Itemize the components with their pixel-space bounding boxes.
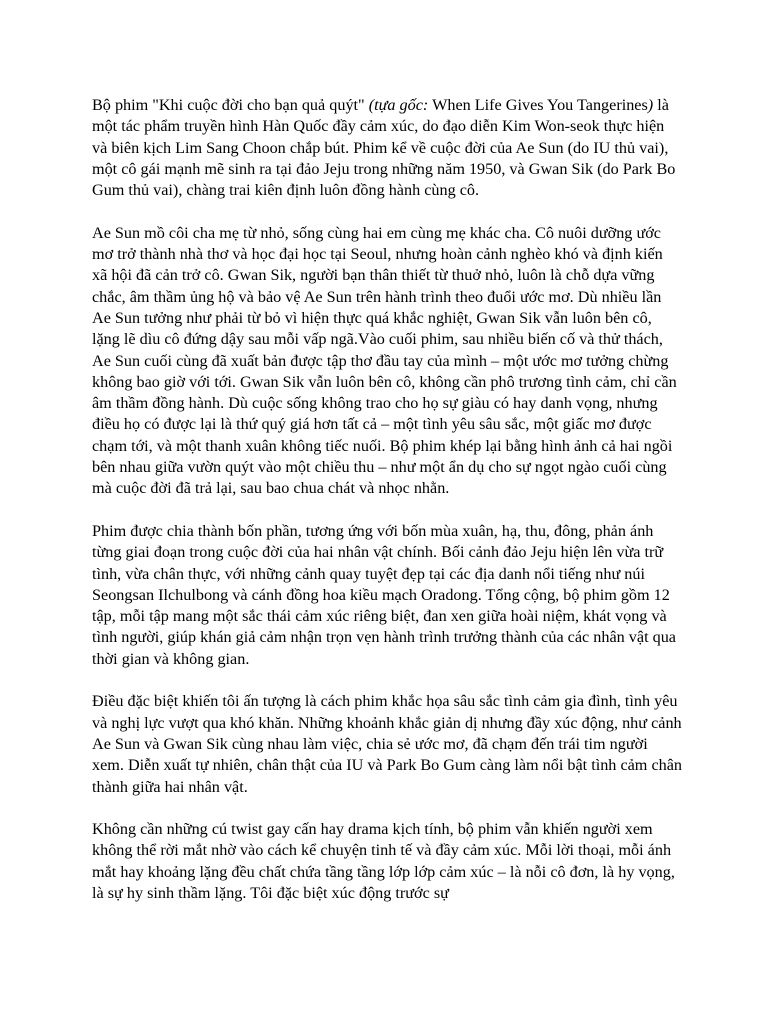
- text-segment-italic: ): [647, 96, 654, 114]
- text-segment: Ae Sun mồ côi cha mẹ từ nhỏ, sống cùng hai em cùng mẹ khác cha. Cô nuôi dưỡng ước mơ trở thành nhà thơ và học đại học tại Seoul, nhưng hoàn cảnh nghèo khó và định kiến xã hội đã cản trở cô. Gwan Sik, người bạn thân thiết từ thuở nhỏ, luôn là chỗ dựa vững chắc, âm thầm ủng hộ và bảo vệ Ae Sun trên hành trình theo đuổi ước mơ. Dù nhiều lần Ae Sun tưởng như phải từ bỏ vì hiện thực quá khắc nghiệt, Gwan Sik vẫn luôn bên cô, lặng lẽ dìu cô đứng dậy sau mỗi vấp ngã.Vào cuối phim, sau nhiều biến cố và thử thách, Ae Sun cuối cùng đã xuất bản được tập thơ đầu tay của mình – một ước mơ tưởng chừng không bao giờ với tới. Gwan Sik vẫn luôn bên cô, không cần phô trương tình cảm, chỉ cần âm thầm đồng hành. Dù cuộc sống không trao cho họ sự giàu có hay danh vọng, nhưng điều họ có được lại là thứ quý giá hơn tất cả – một tình yêu sâu sắc, một giấc mơ được chạm tới, và một thanh xuân không tiếc nuối. Bộ phim khép lại bằng hình ảnh cả hai ngồi bên nhau giữa vườn quýt vào một chiều thu – như một ẩn dụ cho sự ngọt ngào cuối cùng mà cuộc đời đã trả lại, sau bao chua chát và nhọc nhằn.: [92, 223, 677, 498]
- paragraph-impression: [92, 691, 682, 797]
- text-segment: Phim được chia thành bốn phần, tương ứng với bốn mùa xuân, hạ, thu, đông, phản ánh từng giai đoạn trong cuộc đời của hai nhân vật chính. Bối cảnh đảo Jeju hiện lên vừa trữ tình, vừa chân thực, với những cảnh quay tuyệt đẹp tại các địa danh nổi tiếng như núi Seongsan Ilchulbong và cánh đồng hoa kiều mạch Oradong. Tổng cộng, bộ phim gồm 12 tập, mỗi tập mang một sắc thái cảm xúc riêng biệt, đan xen giữa hoài niệm, khát vọng và tình người, giúp khán giả cảm nhận trọn vẹn hành trình trưởng thành của các nhân vật qua thời gian và không gian.: [92, 521, 676, 668]
- paragraph-storytelling: [92, 819, 682, 904]
- text-segment: Bộ phim "Khi cuộc đời cho bạn quả quýt": [92, 96, 369, 114]
- text-segment: Không cần những cú twist gay cấn hay drama kịch tính, bộ phim vẫn khiến người xem không thể rời mắt nhờ vào cách kể chuyện tinh tế và đầy cảm xúc. Mỗi lời thoại, mỗi ánh mắt hay khoảng lặng đều chất chứa tầng tầng lớp lớp cảm xúc – là nỗi cô đơn, là hy vọng, là sự hy sinh thầm lặng. Tôi đặc biệt xúc động trước sự: [92, 820, 675, 902]
- paragraph-intro: [92, 95, 682, 201]
- paragraph-structure: [92, 521, 682, 670]
- text-segment-italic: (tựa gốc:: [368, 96, 429, 114]
- text-segment: When Life Gives You Tangerines: [428, 96, 648, 114]
- text-segment: là một tác phẩm truyền hình Hàn Quốc đầy cảm xúc, do đạo diễn Kim Won-seok thực hiện và biên kịch Lim Sang Choon chắp bút. Phim kể về cuộc đời của Ae Sun (do IU thủ vai), một cô gái mạnh mẽ sinh ra tại đảo Jeju trong những năm 1950, và Gwan Sik (do Park Bo Gum thủ vai), chàng trai kiên định luôn đồng hành cùng cô.: [92, 96, 676, 200]
- paragraph-plot: [92, 223, 682, 500]
- text-segment: Điều đặc biệt khiến tôi ấn tượng là cách phim khắc họa sâu sắc tình cảm gia đình, tình yêu và nghị lực vượt qua khó khăn. Những khoảnh khắc giản dị nhưng đầy xúc động, như cảnh Ae Sun và Gwan Sik cùng nhau làm việc, chia sẻ ước mơ, đã chạm đến trái tim người xem. Diễn xuất tự nhiên, chân thật của IU và Park Bo Gum càng làm nổi bật tình cảm chân thành giữa hai nhân vật.: [92, 692, 683, 796]
- document-body: [92, 95, 682, 926]
